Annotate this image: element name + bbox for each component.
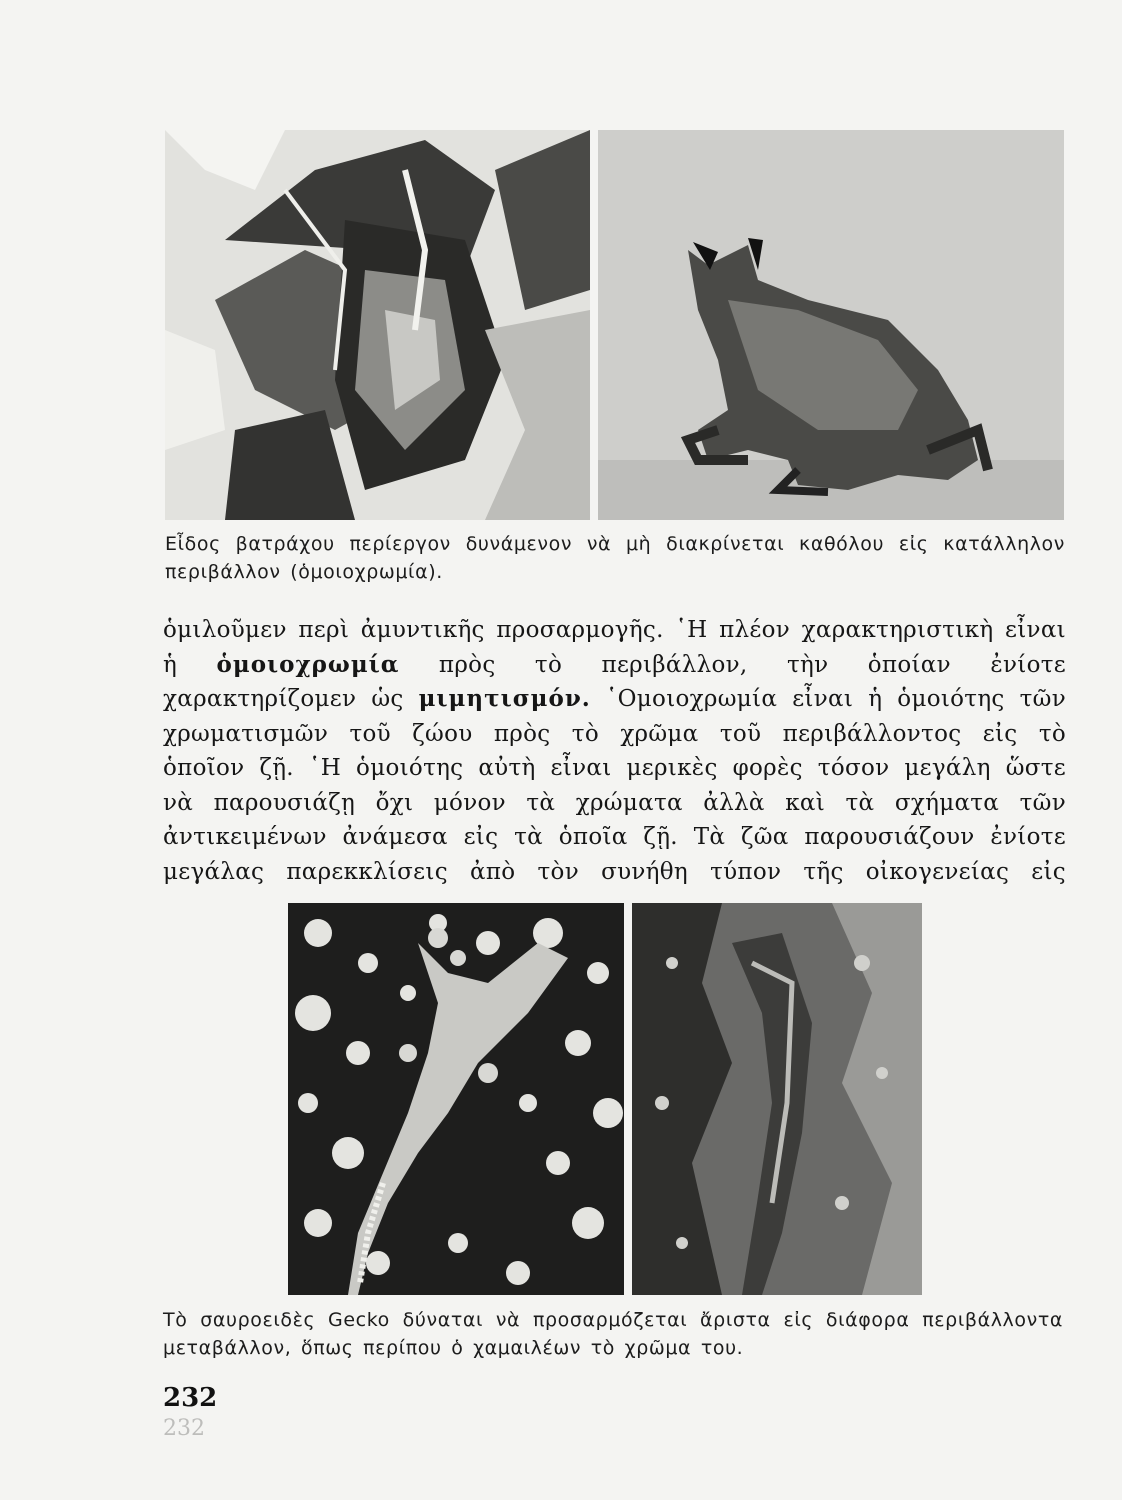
page-number-bleedthrough: 232: [163, 1416, 205, 1441]
figure-caption-bottom: Τὸ σαυροειδὲς Gecko δύναται νὰ προσαρμόζεται ἄριστα εἰς διάφορα περιβάλλοντα μεταβάλλον, ὅπως περίπου ὁ χαμαιλέων τὸ χρῶμα του.: [163, 1309, 1063, 1359]
term-mimicry: μιμητισμόν.: [418, 685, 591, 712]
horned-frog-photo: [598, 130, 1064, 520]
gecko-on-leaves-photo: [288, 903, 624, 1295]
page-number: 232: [163, 1383, 218, 1413]
term-homochromy: ὁμοιοχρωμία: [216, 650, 400, 678]
body-paragraph: [163, 613, 1066, 889]
figure-caption-top: Εἶδος βατράχου περίεργον δυνάμενον νὰ μὴ διακρίνεται καθόλου εἰς κατάλληλον περιβάλλον (ὁμοιοχρωμία).: [165, 533, 1065, 583]
body-text-part-1: ὁμιλοῦμεν περὶ ἀμυντικῆς προσαρμογῆς. ῾Η πλέον χαρακτηριστικὴ εἶναι ἡ: [163, 617, 1066, 678]
frog-camouflaged-photo: [165, 130, 590, 520]
body-text-part-3: ῾Ομοιοχρωμία εἶναι ἡ ὁμοιότης τῶν χρωματισμῶν τοῦ ζώου πρὸς τὸ χρῶμα τοῦ περιβάλλοντος εἰς τὸ ὁποῖον ζῇ. ῾Η ὁμοιότης αὐτὴ εἶναι μερικὲς φορὲς τόσον μεγάλη ὥστε νὰ παρουσιάζῃ ὄχι μόνον τὰ χρώματα ἀλλὰ καὶ τὰ σχήματα τῶν ἀντικειμένων ἀνάμεσα εἰς τὰ ὁποῖα ζῇ. Τὰ ζῶα παρουσιάζουν ἐνίοτε μεγάλας παρεκκλίσεις ἀπὸ τὸν συνήθη τύπον τῆς οἰκογενείας εἰς: [163, 686, 1066, 885]
body-text-part-2: πρὸς τὸ περιβάλλον, τὴν ὁποίαν ἐνίοτε χαρακτηρίζομεν ὡς: [163, 651, 1066, 712]
gecko-on-bark-photo: [632, 903, 922, 1295]
